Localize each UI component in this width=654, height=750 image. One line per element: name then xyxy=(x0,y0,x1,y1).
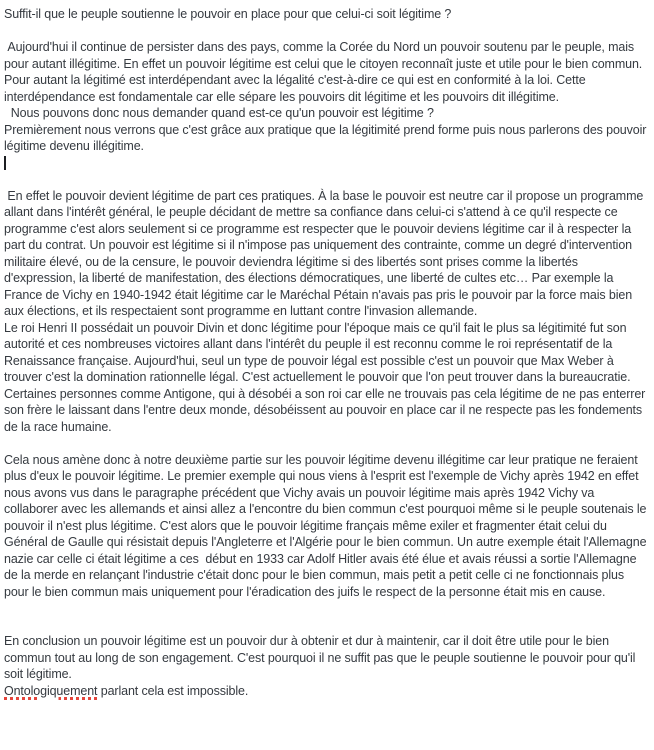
paragraph-line: Nous pouvons donc nous demander quand est-ce qu'un pouvoir est légitime ? xyxy=(4,106,434,120)
blank-line xyxy=(4,617,649,634)
paragraph-line: Cela nous amène donc à notre deuxième partie sur les pouvoir légitime devenu illégitime car leur pratique ne feraient plus d'eux le pouvoir légitime. Le premier exemple qui nous viens à l'esprit est l'exemple de Vichy après 1942 en effet nous avons vus dans le paragraphe précédent que Vichy avais un pouvoir légitime mais après 1942 Vichy va collaborer avec les allemands et ainsi allez a l'encontre du bien commun c'est pourquoi même si le peuple soutenais le pouvoir il n'est plus légitime. C'est alors que le pouvoir légitime français même exiler et fragmenter était celui du Général de Gaulle qui résistait depuis l'Angleterre et l'Algérie pour le bien commun. Un autre exemple était l'Allemagne nazie car celle ci était légitime a ces début en 1933 car Adolf Hitler avais été élue et avais réussi a sortie l'Allemagne de la merde en relançant l'industrie c'était donc pour le bien commun, mais petit a petit celle ci ne fonctionnais plus pour le bien commun mais uniquement pour l'éradication des juifs le respect de la personne était mis en cause. xyxy=(4,452,650,599)
paragraph-line: Suffit-il que le peuple soutienne le pouvoir en place pour que celui-ci soit légitime ? xyxy=(4,7,452,21)
paragraph-line: En conclusion un pouvoir légitime est un pouvoir dur à obtenir et dur à maintenir, car il doit être utile pour le bien commun tout au long de son engagement. C'est pourquoi il ne suffit pas que le peuple soutienne le pouvoir pour qu'il soit légitime. xyxy=(4,634,639,681)
misspelled-word: Ontologiquement xyxy=(4,683,98,698)
paragraph-line: En effet le pouvoir devient légitime de part ces pratiques. À la base le pouvoir est neutre car il propose un programme allant dans l'intérêt général, le peuple décidant de mettre sa confiance dans celui-ci s'attend à ce qu'il respecte ce programme c'est alors seulement si ce programme est respecter que le pouvoir deviens légitime car il à respecter la part du contrat. Un pouvoir est légitime si il n'impose pas uniquement des contrainte, comme un degré d'intervention militaire élevé, ou de la censure, le pouvoir deviendra légitime si des libertés sont prises comme la libertés d'expression, la liberté de manifestation, des élections démocratiques, une liberté de cultes etc… Par exemple la France de Vichy en 1940-1942 était légitime car le Maréchal Pétain n'avais pas pris le pouvoir par la force mais bien aux élections, et ils respectaient sont programme en luttant contre l'invasion allemande. xyxy=(4,188,647,318)
blank-line xyxy=(4,435,649,452)
blank-line xyxy=(4,171,649,188)
paragraph-line: Premièrement nous verrons que c'est grâce aux pratique que la légitimité prend forme puis nous parlerons des pouvoir légitime devenu illégitime. xyxy=(4,122,650,153)
paragraph-line xyxy=(4,683,649,700)
paragraph-text: parlant cela est impossible. xyxy=(97,683,249,698)
text-caret xyxy=(4,156,6,170)
blank-line xyxy=(4,23,649,40)
paragraph-line: Le roi Henri II possédait un pouvoir Divin et donc légitime pour l'époque mais ce qu'il fait le plus sa légitimité fut son autorité et ces nombreuses victoires allant dans l'intérêt du peuple il est reconnu comme le roi représentatif de la Renaissance française. Aujourd'hui, seul un type de pouvoir légal est possible c'est un pouvoir que Max Weber à trouver c'est la domination rationnelle légal. C'est actuellement le pouvoir que l'on peut trouver dans la bureaucratie. Certaines personnes comme Antigone, qui à désobéi a son roi car elle ne trouvais pas cela légitime de ne pas enterrer son frère le laissant dans l'entre deux monde, désobéissent au pouvoir en place car il ne respecte pas les fondements de la race humaine. xyxy=(4,320,649,434)
caret-line xyxy=(4,155,649,172)
paragraph-line: Aujourd'hui il continue de persister dans des pays, comme la Corée du Nord un pouvoir soutenu par le peuple, mais pour autant illégitime. En effet un pouvoir légitime est celui que le citoyen reconnaît juste et utile pour le bien commun. Pour autant la légitimé est interdépendant avec la légalité c'est-à-dire ce qui est en conformité à la loi. Cette interdépendance est fondamentale car elle sépare les pouvoirs dit légitime et les pouvoirs dit illégitime. xyxy=(4,40,646,104)
blank-line xyxy=(4,600,649,617)
